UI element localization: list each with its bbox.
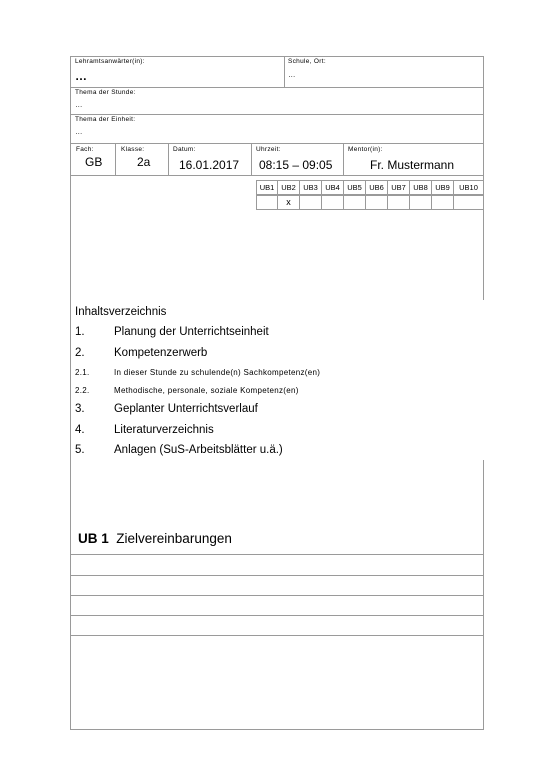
ub-header-1: UB1: [256, 180, 278, 195]
thema-stunde-label: Thema der Stunde:: [75, 89, 136, 96]
ub-mark-9[interactable]: [431, 195, 454, 210]
ub-header-8: UB8: [409, 180, 432, 195]
datum-label: Datum:: [173, 146, 196, 153]
mentor-value[interactable]: Fr. Mustermann: [370, 158, 455, 172]
uhrzeit-label: Uhrzeit:: [256, 146, 281, 153]
row-divider: [70, 114, 484, 115]
toc-item-num: 3.: [75, 403, 85, 415]
ub-header-10: UB10: [453, 180, 484, 195]
section-title: Zielvereinbarungen: [116, 531, 232, 546]
ub-mark-6[interactable]: [365, 195, 388, 210]
ub-header-6: UB6: [365, 180, 388, 195]
goal-row-divider: [70, 575, 484, 576]
ub-header-2: UB2: [277, 180, 300, 195]
row-divider: [70, 87, 484, 88]
row-divider: [70, 143, 484, 144]
page-gap: [482, 300, 486, 460]
ub-header-4: UB4: [321, 180, 344, 195]
toc-item-text[interactable]: Kompetenzerwerb: [114, 347, 208, 359]
toc-item-num: 1.: [75, 326, 85, 338]
toc-item-text[interactable]: Planung der Unterrichtseinheit: [114, 326, 269, 338]
details-divider: [343, 143, 344, 175]
details-divider: [251, 143, 252, 175]
thema-einheit-label: Thema der Einheit:: [75, 116, 136, 123]
row-divider: [70, 175, 484, 176]
mentor-label: Mentor(in):: [348, 146, 383, 153]
section-heading: [78, 531, 232, 546]
section-number: UB 1: [78, 531, 109, 546]
toc-item-num: 2.1.: [75, 368, 90, 377]
ub-header-5: UB5: [343, 180, 366, 195]
toc-item-text[interactable]: Anlagen (SuS-Arbeitsblätter u.ä.): [114, 444, 283, 456]
thema-einheit-value[interactable]: …: [75, 127, 83, 136]
ub-header-3: UB3: [299, 180, 322, 195]
details-divider: [168, 143, 169, 175]
thema-stunde-value[interactable]: …: [75, 100, 83, 109]
goal-row-divider: [70, 595, 484, 596]
lehramtsanwaerter-label: Lehramtsanwärter(in):: [75, 58, 145, 65]
ub-mark-8[interactable]: [409, 195, 432, 210]
ub-header-9: UB9: [431, 180, 454, 195]
uhrzeit-value[interactable]: 08:15 – 09:05: [259, 158, 333, 172]
ub-header-7: UB7: [387, 180, 410, 195]
fach-label: Fach:: [76, 146, 94, 153]
klasse-value[interactable]: 2a: [137, 155, 151, 169]
ub-mark-7[interactable]: [387, 195, 410, 210]
schule-label: Schule, Ort:: [288, 58, 326, 65]
toc-item-num: 5.: [75, 444, 85, 456]
ub-mark-3[interactable]: [299, 195, 322, 210]
ub-mark-1[interactable]: [256, 195, 278, 210]
details-divider: [115, 143, 116, 175]
ub-mark-4[interactable]: [321, 195, 344, 210]
lehramtsanwaerter-value[interactable]: …: [75, 69, 87, 83]
ub-mark-2[interactable]: x: [277, 195, 300, 210]
toc-title: Inhaltsverzeichnis: [75, 306, 167, 318]
toc-item-text[interactable]: Literaturverzeichnis: [114, 424, 214, 436]
toc-item-text[interactable]: Methodische, personale, soziale Kompetenz(en): [114, 386, 299, 395]
ub-mark-10[interactable]: [453, 195, 484, 210]
schule-value[interactable]: …: [288, 70, 296, 79]
toc-item-num: 2.: [75, 347, 85, 359]
header-divider: [284, 56, 285, 87]
fach-value[interactable]: GB: [85, 155, 103, 169]
toc-item-text[interactable]: Geplanter Unterrichtsverlauf: [114, 403, 258, 415]
toc-item-text[interactable]: In dieser Stunde zu schulende(n) Sachkompetenz(en): [114, 368, 321, 377]
goal-row-divider: [70, 615, 484, 616]
klasse-label: Klasse:: [121, 146, 145, 153]
ub-mark-5[interactable]: [343, 195, 366, 210]
toc-item-num: 2.2.: [75, 386, 90, 395]
datum-value[interactable]: 16.01.2017: [179, 158, 240, 172]
toc-item-num: 4.: [75, 424, 85, 436]
